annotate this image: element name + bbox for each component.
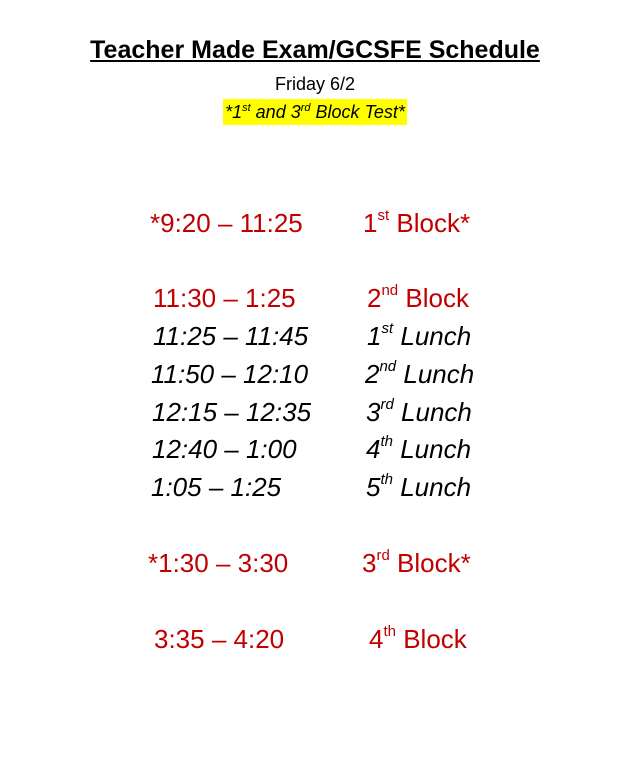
row-label-rest: Lunch xyxy=(393,397,472,427)
row-label-sup: th xyxy=(380,471,393,488)
row-label-num: 2 xyxy=(367,283,382,313)
row-label xyxy=(367,318,471,354)
row-label-rest: Lunch xyxy=(392,472,472,502)
row-label xyxy=(365,356,474,392)
row-label-num: 2 xyxy=(365,359,380,389)
schedule-date: Friday 6/2 xyxy=(274,74,356,94)
row-label-rest: Lunch xyxy=(396,359,475,389)
row-label-sup: th xyxy=(380,433,393,450)
row-time: 11:25 – 11:45 xyxy=(153,321,309,351)
row-label-sup: rd xyxy=(380,396,394,413)
row-label-rest: Lunch xyxy=(392,434,472,464)
row-time: 12:40 – 1:00 xyxy=(152,434,297,464)
schedule-row-1st-lunch xyxy=(0,318,640,354)
row-label-rest: Block* xyxy=(389,548,471,578)
row-label-num: 4 xyxy=(366,434,381,464)
row-time: 3:35 – 4:20 xyxy=(154,624,285,654)
row-label xyxy=(366,431,471,467)
note-middle: and 3 xyxy=(250,102,301,122)
row-time: 11:30 – 1:25 xyxy=(153,283,296,313)
row-time: 12:15 – 12:35 xyxy=(152,397,312,427)
row-label-sup: st xyxy=(381,320,394,337)
row-label xyxy=(363,205,470,241)
page-title: Teacher Made Exam/GCSFE Schedule xyxy=(90,36,540,64)
row-label-num: 3 xyxy=(362,548,377,578)
note-sup-1: st xyxy=(242,102,251,114)
schedule-row-5th-lunch xyxy=(0,469,640,505)
schedule-row-2nd-lunch xyxy=(0,356,640,392)
row-label-rest: Block* xyxy=(389,208,471,238)
row-label-sup: rd xyxy=(376,547,390,564)
row-label-num: 3 xyxy=(366,397,381,427)
row-label-rest: Block xyxy=(395,624,467,654)
test-note-line xyxy=(0,99,630,125)
note-sup-2: rd xyxy=(300,102,311,114)
schedule-row-4th-lunch xyxy=(0,431,640,467)
row-label-num: 5 xyxy=(366,472,381,502)
row-label xyxy=(366,394,472,430)
row-label-num: 4 xyxy=(369,624,384,654)
row-label-sup: nd xyxy=(381,282,399,299)
row-label-num: 1 xyxy=(363,208,378,238)
note-suffix: Block Test* xyxy=(310,102,405,122)
row-time: 1:05 – 1:25 xyxy=(151,472,282,502)
row-label-num: 1 xyxy=(367,321,382,351)
schedule-row-3rd-block xyxy=(0,545,640,581)
row-label-sup: th xyxy=(383,623,396,640)
row-time: *1:30 – 3:30 xyxy=(148,548,289,578)
row-label-rest: Lunch xyxy=(393,321,472,351)
row-label-sup: st xyxy=(377,207,390,224)
schedule-row-4th-block xyxy=(0,621,640,657)
schedule-row-2nd-block xyxy=(0,280,640,316)
row-label xyxy=(366,469,471,505)
schedule-row-3rd-lunch xyxy=(0,394,640,430)
row-time: *9:20 – 11:25 xyxy=(150,208,303,238)
row-label xyxy=(369,621,467,657)
schedule-row-1st-block xyxy=(0,205,640,241)
row-label-sup: nd xyxy=(379,358,397,375)
row-label xyxy=(362,545,471,581)
row-label-rest: Block xyxy=(398,283,469,313)
row-label xyxy=(367,280,469,316)
note-prefix: *1 xyxy=(225,102,243,122)
test-note-highlight xyxy=(223,99,407,125)
row-time: 11:50 – 12:10 xyxy=(151,359,309,389)
